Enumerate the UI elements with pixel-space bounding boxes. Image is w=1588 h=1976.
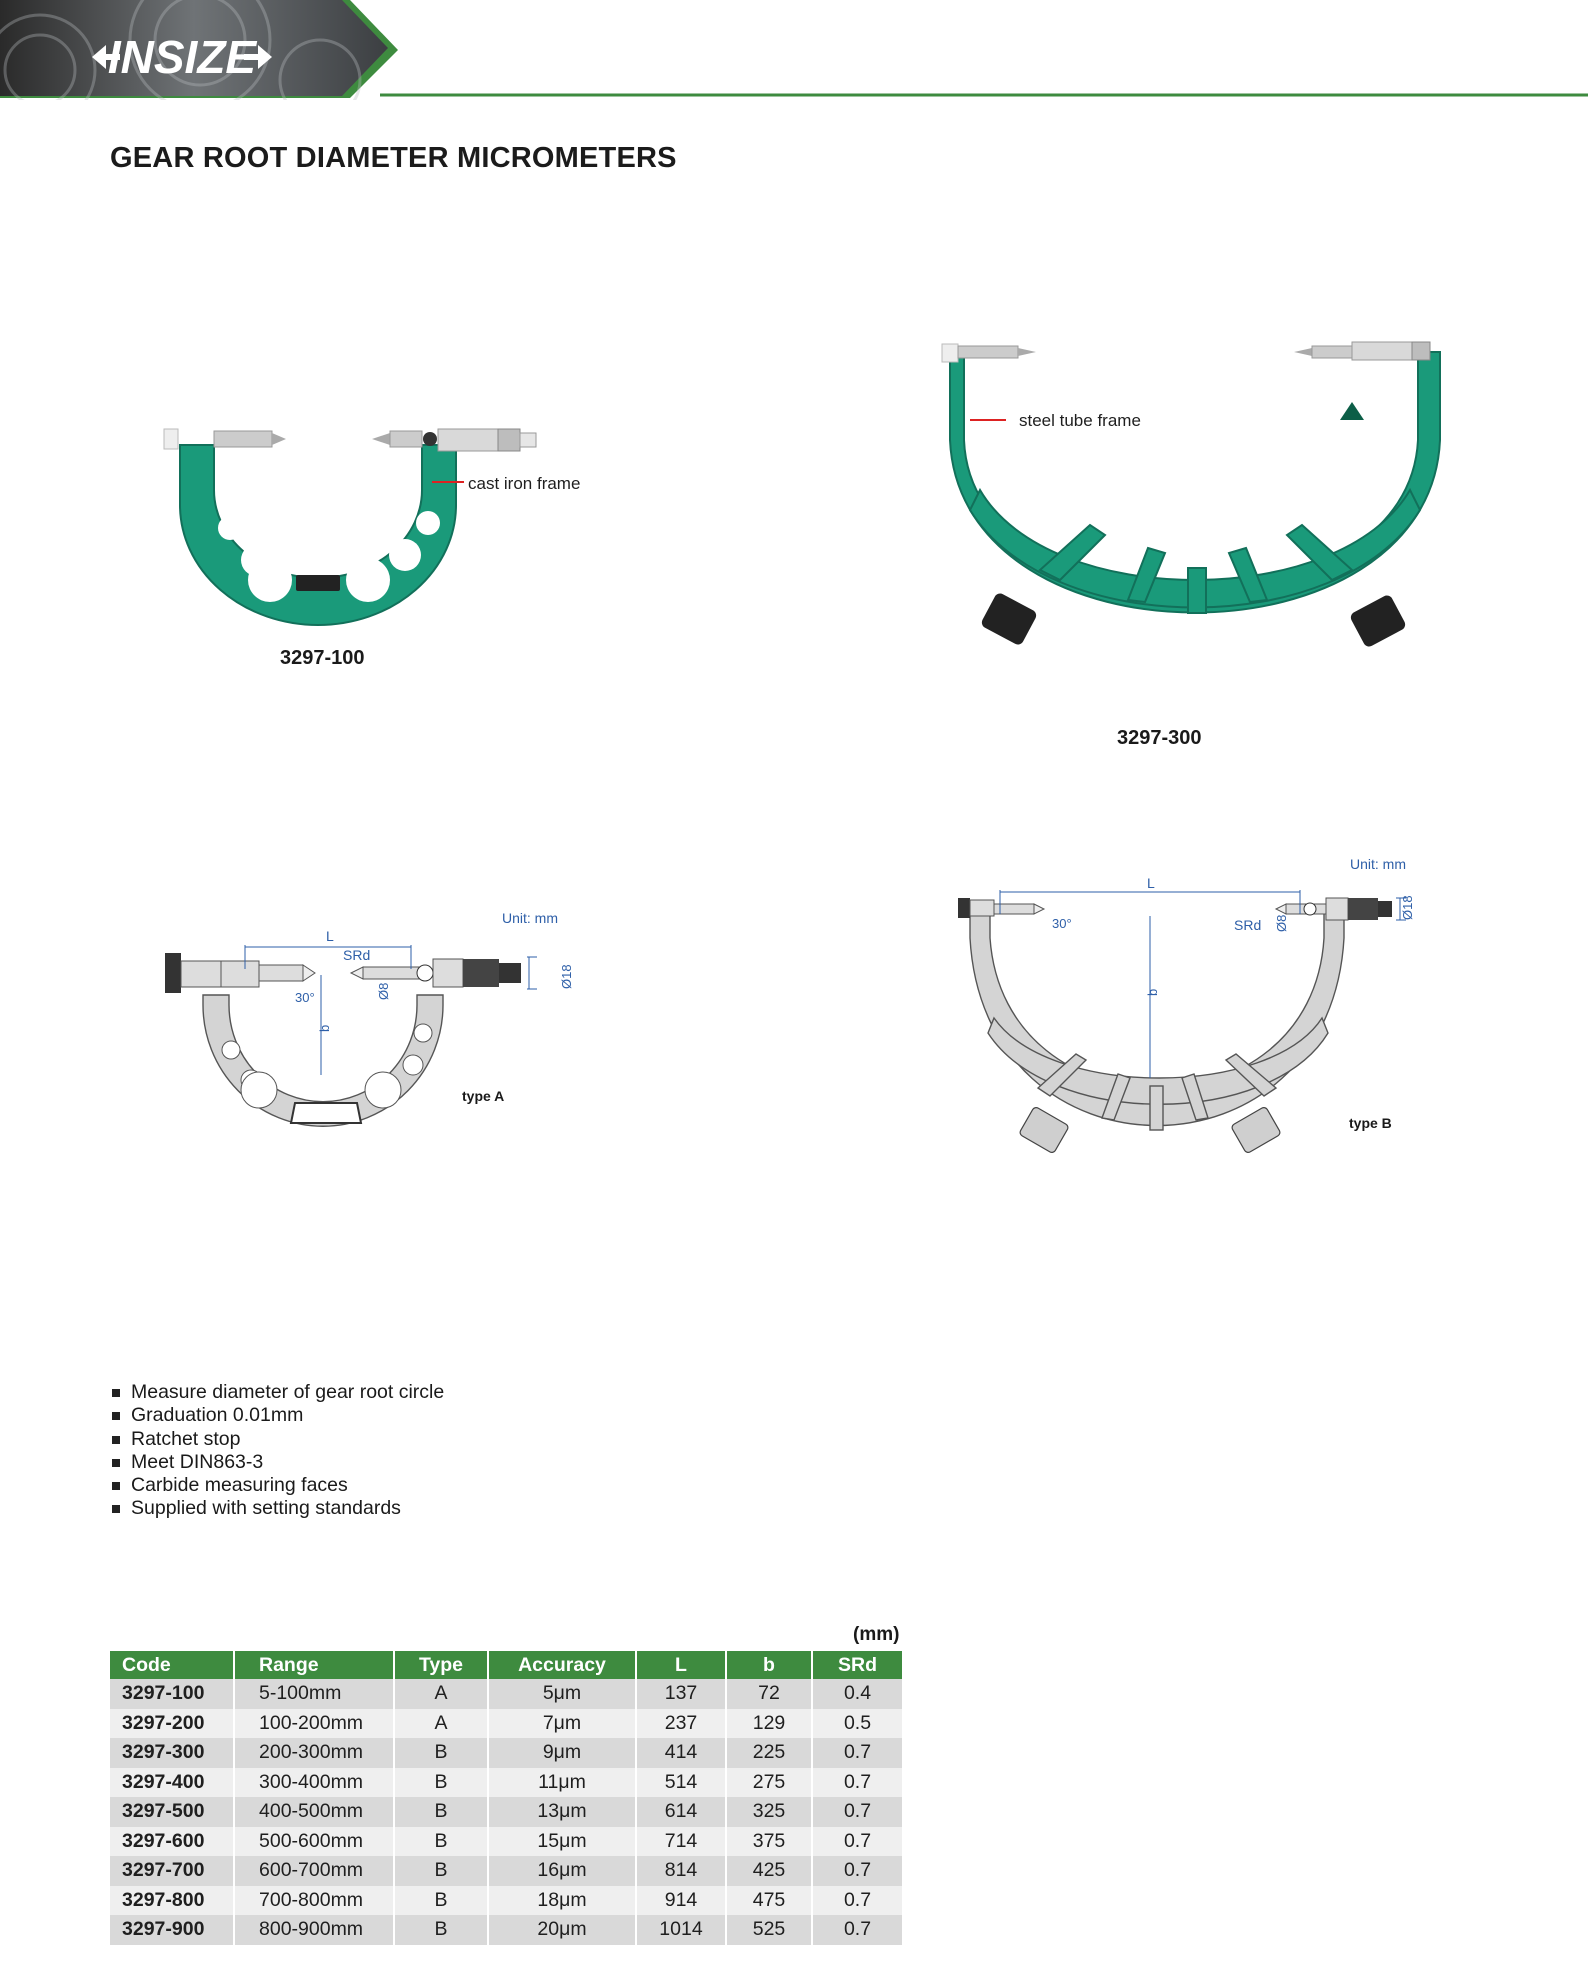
cell-srd: 0.7: [812, 1915, 902, 1945]
dimension-drawing-type-a: [155, 905, 595, 1150]
feature-text: Supplied with setting standards: [131, 1497, 401, 1520]
cell-l: 414: [636, 1738, 726, 1768]
diagram-type-label: type B: [1349, 1115, 1392, 1131]
dim-label-b: b: [317, 1024, 332, 1032]
cell-type: B: [394, 1738, 488, 1768]
cell-srd: 0.5: [812, 1709, 902, 1739]
bullet-icon: [112, 1412, 120, 1420]
table-row: [110, 1738, 902, 1768]
col-header-type: Type: [394, 1651, 488, 1679]
cell-l: 614: [636, 1797, 726, 1827]
model-label-3297-300: 3297-300: [1117, 727, 1202, 749]
cell-range: 600-700mm: [234, 1856, 394, 1886]
callout-steel-tube-frame: steel tube frame: [1019, 411, 1141, 430]
feature-text: Measure diameter of gear root circle: [131, 1381, 445, 1403]
feature-item: [112, 1497, 444, 1520]
product-photo-3297-100: [160, 415, 570, 635]
feature-text: Graduation 0.01mm: [131, 1404, 304, 1427]
cell-accuracy: 5μm: [488, 1679, 636, 1709]
cell-l: 137: [636, 1679, 726, 1709]
bullet-icon: [112, 1482, 120, 1490]
cell-b: 225: [726, 1738, 812, 1768]
callout-cast-iron-frame: cast iron frame: [468, 474, 581, 493]
cell-range: 200-300mm: [234, 1738, 394, 1768]
cell-type: A: [394, 1679, 488, 1709]
spec-table: [110, 1651, 902, 1945]
cell-l: 237: [636, 1709, 726, 1739]
cell-b: 325: [726, 1797, 812, 1827]
cell-code: 3297-100: [110, 1679, 234, 1709]
dim-label-srd: SRd: [343, 947, 371, 963]
cell-accuracy: 18μm: [488, 1886, 636, 1916]
brand-logo-text: INSIZE: [107, 31, 257, 83]
bullet-icon: [112, 1505, 120, 1513]
cell-code: 3297-500: [110, 1797, 234, 1827]
dim-label-l: L: [326, 928, 334, 944]
cell-b: 475: [726, 1886, 812, 1916]
cell-srd: 0.4: [812, 1679, 902, 1709]
table-row: [110, 1797, 902, 1827]
cell-type: A: [394, 1709, 488, 1739]
col-header-code: Code: [110, 1651, 234, 1679]
cell-accuracy: 9μm: [488, 1738, 636, 1768]
cell-accuracy: 13μm: [488, 1797, 636, 1827]
cell-accuracy: 20μm: [488, 1915, 636, 1945]
cell-b: 525: [726, 1915, 812, 1945]
cell-code: 3297-600: [110, 1827, 234, 1857]
dim-label-angle: 30°: [1052, 916, 1072, 931]
table-row: [110, 1709, 902, 1739]
dim-label-srd: SRd: [1234, 917, 1262, 933]
cell-accuracy: 7μm: [488, 1709, 636, 1739]
dim-label-b: b: [1145, 988, 1160, 996]
cell-l: 514: [636, 1768, 726, 1798]
cell-b: 375: [726, 1827, 812, 1857]
dim-label-l: L: [1147, 875, 1155, 891]
col-header-range: Range: [234, 1651, 394, 1679]
dim-label-d18: Ø18: [559, 964, 574, 989]
dim-label-d8: Ø8: [376, 982, 391, 1000]
dim-label-d8: Ø8: [1274, 914, 1289, 932]
diagram-unit-label: Unit: mm: [1350, 856, 1406, 872]
feature-text: Ratchet stop: [131, 1427, 241, 1450]
cell-accuracy: 11μm: [488, 1768, 636, 1798]
dim-label-d18: Ø18: [1400, 895, 1415, 920]
feature-item: [112, 1451, 444, 1474]
cell-code: 3297-700: [110, 1856, 234, 1886]
cell-b: 129: [726, 1709, 812, 1739]
feature-text: Carbide measuring faces: [131, 1474, 348, 1497]
cell-range: 300-400mm: [234, 1768, 394, 1798]
feature-list: [112, 1381, 444, 1521]
table-row: [110, 1679, 902, 1709]
feature-item: [112, 1474, 444, 1497]
table-row: [110, 1768, 902, 1798]
cell-srd: 0.7: [812, 1768, 902, 1798]
cell-range: 400-500mm: [234, 1797, 394, 1827]
cell-b: 72: [726, 1679, 812, 1709]
cell-code: 3297-300: [110, 1738, 234, 1768]
bullet-icon: [112, 1436, 120, 1444]
feature-text: Meet DIN863-3: [131, 1450, 264, 1473]
cell-code: 3297-400: [110, 1768, 234, 1798]
col-header-l: L: [636, 1651, 726, 1679]
cell-l: 714: [636, 1827, 726, 1857]
cell-type: B: [394, 1827, 488, 1857]
diagram-unit-label: Unit: mm: [502, 910, 558, 926]
cell-type: B: [394, 1768, 488, 1798]
cell-srd: 0.7: [812, 1827, 902, 1857]
col-header-srd: SRd: [812, 1651, 902, 1679]
col-header-accuracy: Accuracy: [488, 1651, 636, 1679]
cell-code: 3297-800: [110, 1886, 234, 1916]
bullet-icon: [112, 1389, 120, 1397]
cell-type: B: [394, 1886, 488, 1916]
cell-srd: 0.7: [812, 1886, 902, 1916]
cell-srd: 0.7: [812, 1738, 902, 1768]
page-title: GEAR ROOT DIAMETER MICROMETERS: [110, 142, 677, 174]
cell-type: B: [394, 1915, 488, 1945]
table-row: [110, 1886, 902, 1916]
dim-label-angle: 30°: [295, 990, 315, 1005]
table-row: [110, 1856, 902, 1886]
cell-l: 914: [636, 1886, 726, 1916]
cell-b: 425: [726, 1856, 812, 1886]
feature-item: [112, 1428, 444, 1451]
cell-type: B: [394, 1856, 488, 1886]
cell-l: 1014: [636, 1915, 726, 1945]
cell-range: 100-200mm: [234, 1709, 394, 1739]
bullet-icon: [112, 1459, 120, 1467]
cell-srd: 0.7: [812, 1856, 902, 1886]
table-row: [110, 1915, 902, 1945]
cell-range: 800-900mm: [234, 1915, 394, 1945]
feature-item: [112, 1381, 444, 1404]
cell-range: 700-800mm: [234, 1886, 394, 1916]
cell-range: 500-600mm: [234, 1827, 394, 1857]
cell-accuracy: 15μm: [488, 1827, 636, 1857]
cell-type: B: [394, 1797, 488, 1827]
cell-range: 5-100mm: [234, 1679, 394, 1709]
cell-l: 814: [636, 1856, 726, 1886]
cell-accuracy: 16μm: [488, 1856, 636, 1886]
cell-code: 3297-900: [110, 1915, 234, 1945]
cell-srd: 0.7: [812, 1797, 902, 1827]
col-header-b: b: [726, 1651, 812, 1679]
brand-logo: [92, 30, 272, 89]
table-unit-label: (mm): [853, 1624, 900, 1645]
feature-item: [112, 1404, 444, 1427]
table-header-row: [110, 1651, 902, 1679]
model-label-3297-100: 3297-100: [280, 647, 365, 669]
cell-code: 3297-200: [110, 1709, 234, 1739]
table-row: [110, 1827, 902, 1857]
diagram-type-label: type A: [462, 1088, 505, 1104]
product-photo-3297-300: [940, 340, 1450, 700]
cell-b: 275: [726, 1768, 812, 1798]
dimension-drawing-type-b: [950, 848, 1460, 1183]
